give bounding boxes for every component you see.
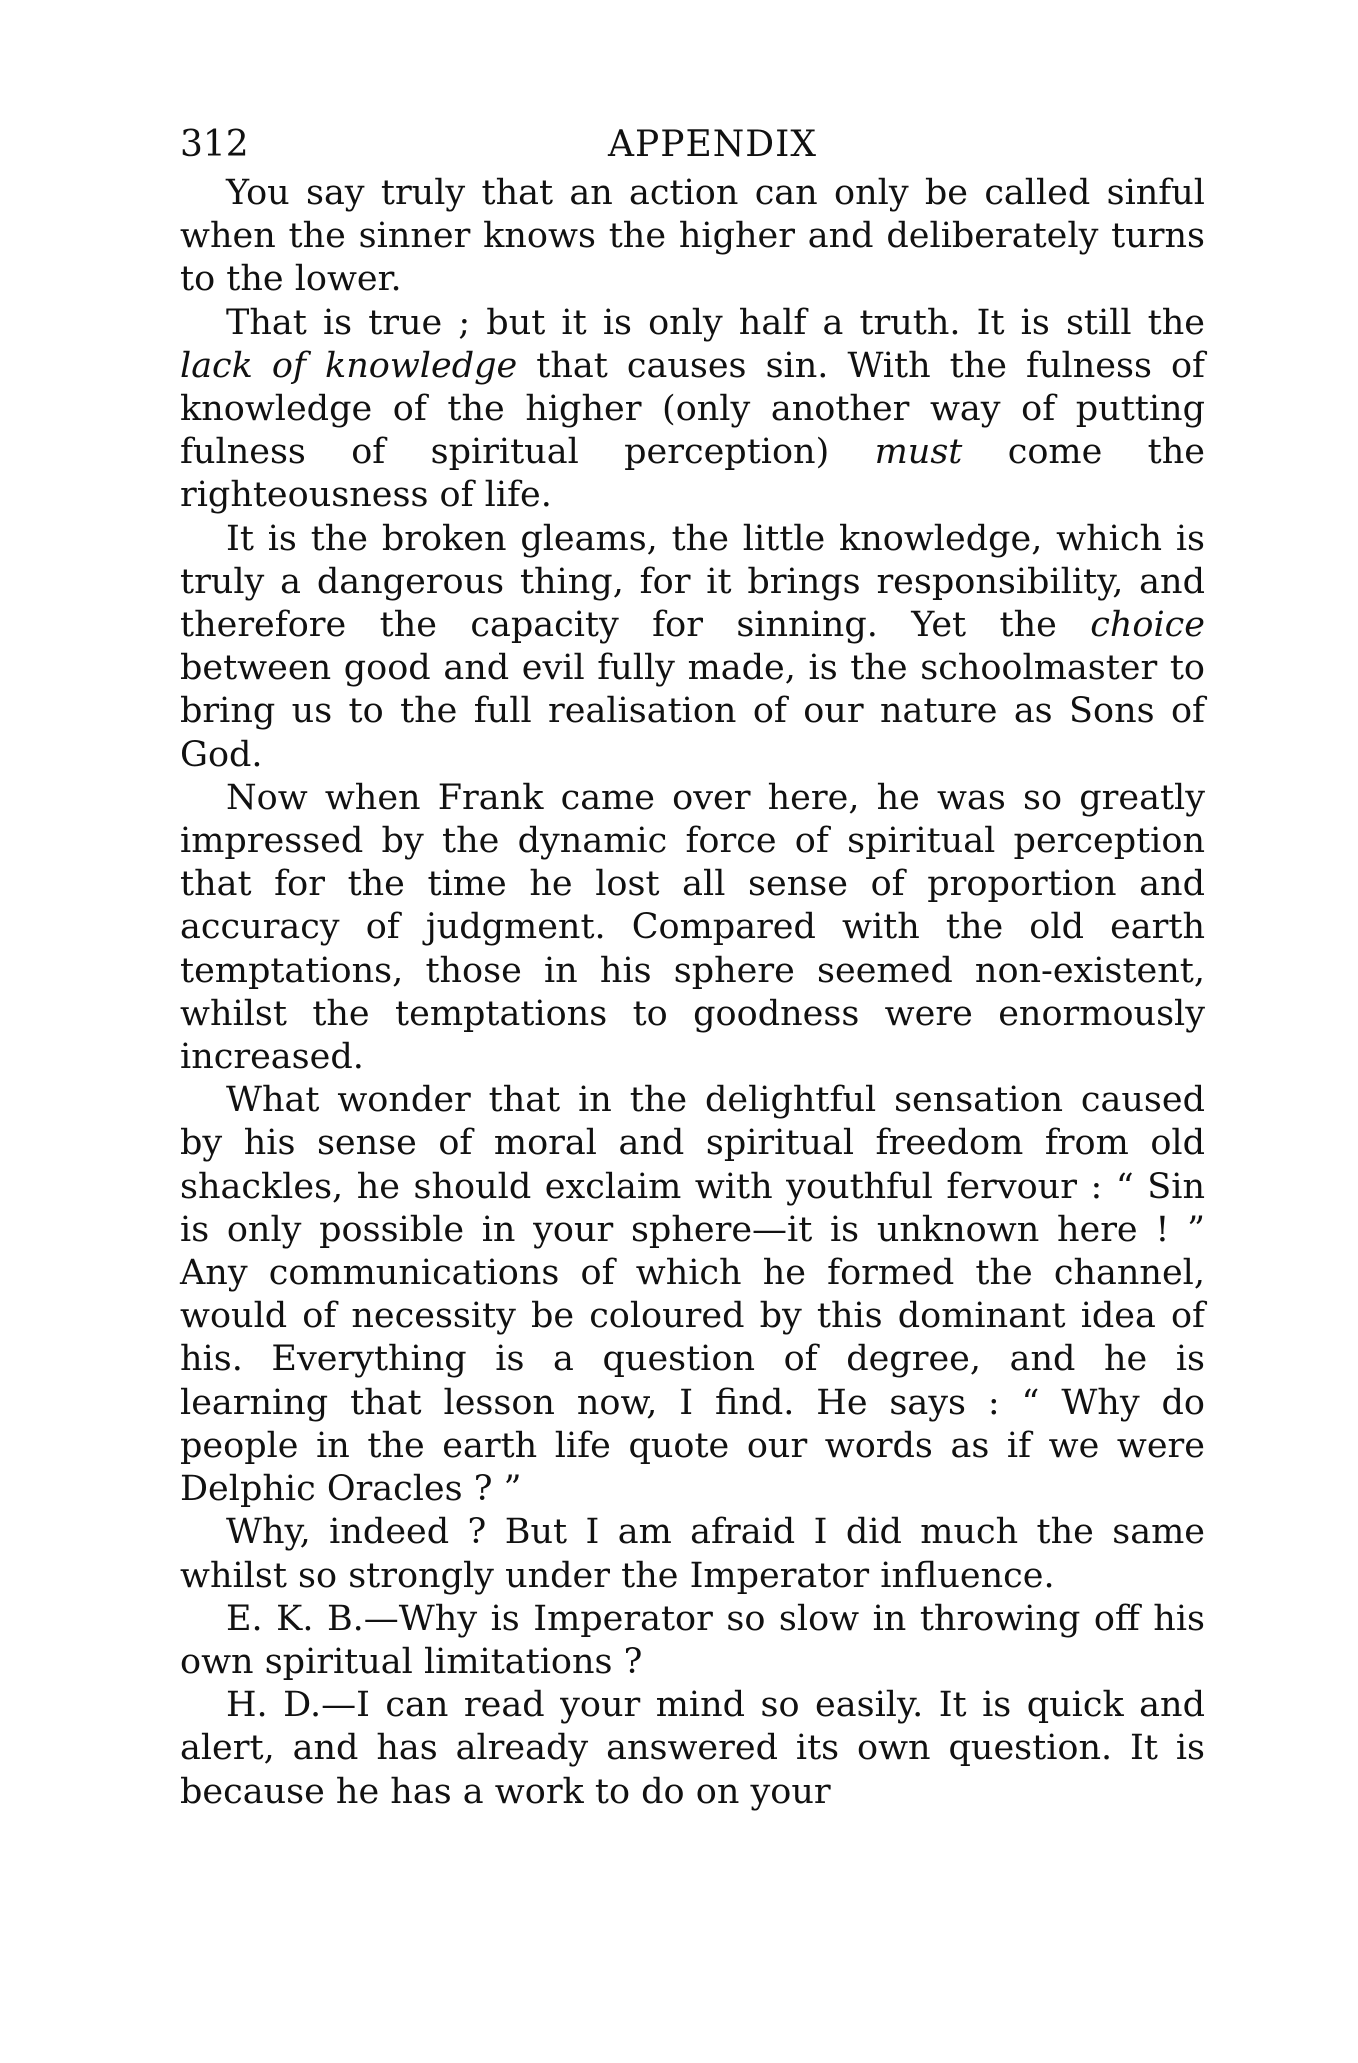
page-header: [180, 120, 1205, 170]
body-text: [180, 172, 1205, 1814]
paragraph-8: H. D.—I can read your mind so easily. It is quick and alert, and has already answered its own question. It is because he has a work to do on your: [180, 1685, 1205, 1812]
page-number: 312: [180, 124, 249, 165]
paragraph-5: What wonder that in the delightful sensation caused by his sense of moral and spiritual freedom from old shackles, he should exclaim with youthful fervour : “ Sin is only possible in your sphere—it is unknown here ! ” Any communications of which he formed the channel, would of necessity be coloured by this dominant idea of his. Everything is a question of degree, and he is learning that lesson now, I find. He says : “ Why do people in the earth life quote our words as if we were Delphic Oracles ? ”: [180, 1080, 1205, 1510]
paragraph-4: Now when Frank came over here, he was so greatly impressed by the dynamic force of spiritual perception that for the time he lost all sense of proportion and accuracy of judgment. Compared with the old earth temptations, those in his sphere seemed non-existent, whilst the temptations to goodness were enormously increased.: [180, 777, 1205, 1078]
paragraph-7: E. K. B.—Why is Imperator so slow in throwing off his own spiritual limitations ?: [180, 1598, 1205, 1682]
paragraph-3: It is the broken gleams, the little knowledge, which is truly a dangerous thing, for it brings responsibility, and therefore the capacity for sinning. Yet the choice between good and evil fully made, is the schoolmaster to bring us to the full realisation of our nature as Sons of God.: [180, 518, 1205, 775]
paragraph-2: That is true ; but it is only half a truth. It is still the lack of knowledge that causes sin. With the fulness of knowledge of the higher (only another way of putting fulness of spiritual perception) must come the righteousness of life.: [180, 302, 1205, 516]
running-title: APPENDIX: [608, 124, 817, 165]
emphasis-lack-of-knowledge: lack of knowledge: [180, 345, 518, 386]
paragraph-6: Why, indeed ? But I am afraid I did much the same whilst so strongly under the Imperator influence.: [180, 1512, 1205, 1596]
emphasis-must: must: [874, 432, 963, 473]
paragraph-1: You say truly that an action can only be called sinful when the sinner knows the higher and deliberately turns to the lower.: [180, 173, 1205, 300]
book-page: [180, 120, 1205, 1814]
emphasis-choice: choice: [1090, 605, 1205, 646]
